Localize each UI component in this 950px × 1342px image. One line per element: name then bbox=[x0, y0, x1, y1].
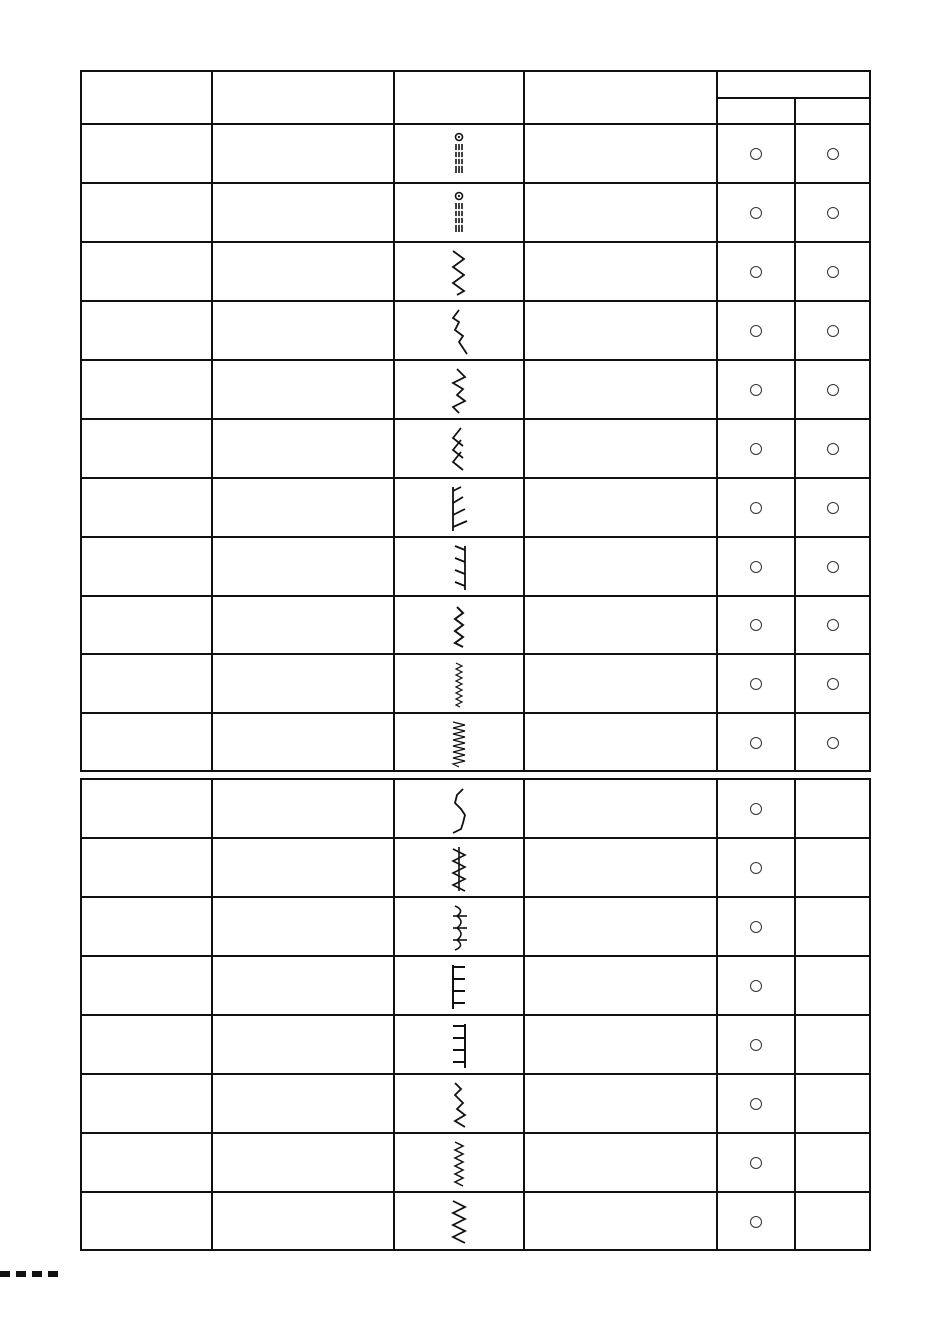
availability-mark bbox=[750, 619, 762, 631]
straight-stitch-center-needle-icon bbox=[439, 186, 479, 242]
availability-mark bbox=[750, 862, 762, 874]
scallop-stitch-icon bbox=[439, 783, 479, 839]
serpentine-stitch-icon bbox=[439, 1077, 479, 1133]
availability-mark bbox=[750, 148, 762, 160]
blind-hem-left-icon bbox=[439, 540, 479, 596]
shell-tuck-icon bbox=[439, 900, 479, 956]
header-subdivider bbox=[716, 97, 869, 99]
page-edge-marker bbox=[0, 1271, 58, 1277]
availability-mark bbox=[827, 737, 839, 749]
availability-mark bbox=[750, 1216, 762, 1228]
availability-mark bbox=[827, 561, 839, 573]
column-divider bbox=[523, 72, 525, 770]
header-divider bbox=[82, 123, 869, 125]
zigzag-stitch-icon bbox=[439, 245, 479, 301]
availability-mark bbox=[750, 502, 762, 514]
availability-mark bbox=[750, 266, 762, 278]
availability-mark bbox=[750, 561, 762, 573]
feather-stitch-icon bbox=[439, 422, 479, 478]
small-zigzag-icon bbox=[439, 599, 479, 655]
satin-narrow-icon bbox=[439, 657, 479, 713]
availability-mark bbox=[750, 921, 762, 933]
availability-mark bbox=[827, 148, 839, 160]
three-step-zigzag-icon bbox=[439, 363, 479, 419]
availability-mark bbox=[750, 678, 762, 690]
availability-mark bbox=[827, 502, 839, 514]
column-divider bbox=[211, 72, 213, 770]
availability-mark bbox=[750, 384, 762, 396]
availability-mark bbox=[827, 207, 839, 219]
satin-wide-icon bbox=[439, 716, 479, 772]
availability-mark bbox=[827, 384, 839, 396]
availability-mark bbox=[827, 619, 839, 631]
availability-mark bbox=[750, 737, 762, 749]
availability-mark bbox=[827, 443, 839, 455]
straight-stitch-left-needle-icon bbox=[439, 127, 479, 183]
availability-mark bbox=[750, 443, 762, 455]
double-zigzag-icon bbox=[439, 1136, 479, 1192]
column-divider bbox=[716, 72, 718, 770]
edge-hem-right-icon bbox=[439, 959, 479, 1015]
overcast-zigzag-icon bbox=[439, 841, 479, 897]
column-divider bbox=[393, 72, 395, 770]
availability-mark bbox=[750, 980, 762, 992]
availability-mark bbox=[750, 1039, 762, 1051]
availability-mark bbox=[750, 1157, 762, 1169]
marker-dash bbox=[48, 1271, 58, 1277]
availability-mark bbox=[827, 325, 839, 337]
column-divider bbox=[794, 98, 796, 770]
stretch-zigzag-icon bbox=[439, 304, 479, 360]
availability-mark bbox=[750, 1098, 762, 1110]
marker-dash bbox=[32, 1271, 42, 1277]
triple-zigzag-icon bbox=[439, 1195, 479, 1251]
availability-mark bbox=[750, 207, 762, 219]
availability-mark bbox=[750, 325, 762, 337]
edge-hem-left-icon bbox=[439, 1018, 479, 1074]
availability-mark bbox=[750, 803, 762, 815]
blind-hem-right-icon bbox=[439, 481, 479, 537]
marker-dash bbox=[0, 1271, 10, 1277]
availability-mark bbox=[827, 678, 839, 690]
stitch-table-top bbox=[80, 70, 871, 772]
marker-dash bbox=[16, 1271, 26, 1277]
stitch-table-bottom bbox=[80, 778, 871, 1251]
availability-mark bbox=[827, 266, 839, 278]
